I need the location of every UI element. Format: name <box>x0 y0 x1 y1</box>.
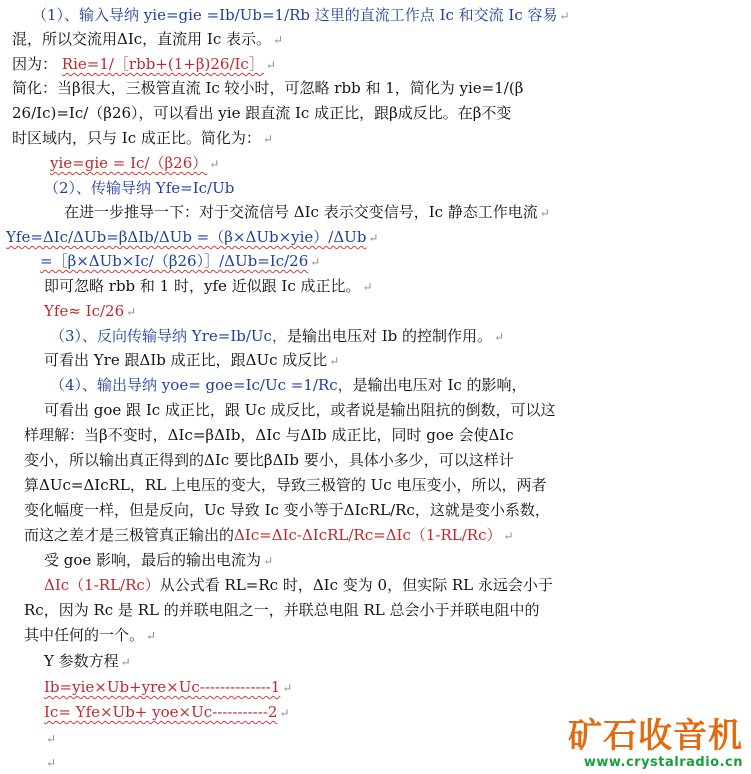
text-line-22: 而这之差才是三极管真正输出的ΔIc=ΔIc-ΔIcRL/Rc=ΔIc（1-RL/Rc） ↵ <box>24 526 514 544</box>
empty-line-1: ↵ <box>46 732 57 746</box>
text-line-4: 简化：当β很大，三极管直流 Ic 较小时，可忽略 rbb 和 1，简化为 yie=1/(β <box>12 79 524 97</box>
text-line-26: 其中任何的一个。 ↵ <box>24 626 157 644</box>
text-line-2: 混，所以交流用ΔIc，直流用 Ic 表示。 ↵ <box>12 30 284 48</box>
heading-reverse-admittance: （3）、反向传输导纳 Yre=Ib/Uc，是输出电压对 Ib 的控制作用。 ↵ <box>50 327 505 345</box>
text-line-15: 可看出 Yre 跟ΔIb 成正比，跟ΔUc 成反比 ↵ <box>44 351 340 369</box>
site-watermark <box>568 717 743 770</box>
text-line-18: 样理解：当β不变时，ΔIc=βΔIb，ΔIc 与ΔIb 成正比，同时 goe 会使ΔIc <box>24 426 514 444</box>
text-line-5: 26/Ic)=Ic/（β26），可以看出 yie 跟直流 Ic 成正比，跟β成反比。在β不变 <box>12 104 512 122</box>
heading-transfer-admittance: （2）、传输导纳 Yfe=Ic/Ub <box>44 179 235 197</box>
equation-2: Ic= Yfe×Ub+ yoe×Uc-----------2 ↵ <box>44 703 290 721</box>
watermark-title: 矿石收音机 <box>568 716 743 756</box>
formula-yie: yie=gie = Ic/（β26） ↵ <box>50 154 220 172</box>
empty-line-2: ↵ <box>46 756 57 770</box>
text-line-3: 因为： Rie=1/［rbb+(1+β)26/Ic］ ↵ <box>12 55 276 73</box>
text-line-24: ΔIc（1-RL/Rc）从公式看 RL=Rc 时，ΔIc 变为 0，但实际 RL 永远会小于 <box>44 576 553 594</box>
text-line-1: （1）、输入导纳 yie=gie =Ib/Ub=1/Rb 这里的直流工作点 Ic 和交流 Ic 容易 ↵ <box>32 6 570 24</box>
text-line-25: Rc，因为 Rc 是 RL 的并联电阻之一，并联总电阻 RL 总会小于并联电阻中的 <box>24 601 540 619</box>
formula-yfe-simplified: =［β×ΔUb×Ic/（β26）］/ΔUb=Ic/26 ↵ <box>40 252 321 270</box>
text-line-9: 在进一步推导一下：对于交流信号 ΔIc 表示交变信号，Ic 静态工作电流 ↵ <box>64 203 550 221</box>
text-line-23: 受 goe 影响，最后的输出电流为 ↵ <box>44 551 274 569</box>
heading-output-admittance: （4）、输出导纳 yoe= goe=Ic/Uc =1/Rc，是输出电压对 Ic 的影响， <box>50 376 527 394</box>
formula-yfe-derivation: Yfe=ΔIc/ΔUb=βΔIb/ΔUb =（β×ΔUb×yie）/ΔUb ↵ <box>6 228 379 246</box>
watermark-url: www.crystalradio.cn <box>583 755 743 770</box>
text-line-21: 变化幅度一样，但是反向，Uc 导致 Ic 变小等于ΔIcRL/Rc，这就是变小系数， <box>24 501 550 519</box>
text-line-12: 即可忽略 rbb 和 1 时，yfe 近似跟 Ic 成正比。 ↵ <box>44 277 373 295</box>
formula-yfe-approx: Yfe≈ Ic/26 ↵ <box>44 302 137 320</box>
equation-1: Ib=yie×Ub+yre×Uc--------------1 ↵ <box>44 678 293 696</box>
heading-y-params: Y 参数方程 ↵ <box>44 652 131 670</box>
text-line-6: 时区域内，只与 Ic 成正比。简化为： ↵ <box>12 129 273 147</box>
text-line-19: 变小，所以输出真正得到的ΔIc 要比βΔIb 要小，具体小多少，可以这样计 <box>24 451 514 469</box>
text-line-20: 算ΔUc=ΔIcRL，RL 上电压的变大，导致三极管的 Uc 电压变小，所以，两者 <box>24 476 547 494</box>
text-line-17: 可看出 goe 跟 Ic 成正比，跟 Uc 成反比，或者说是输出阻抗的倒数，可以这 <box>44 401 556 419</box>
